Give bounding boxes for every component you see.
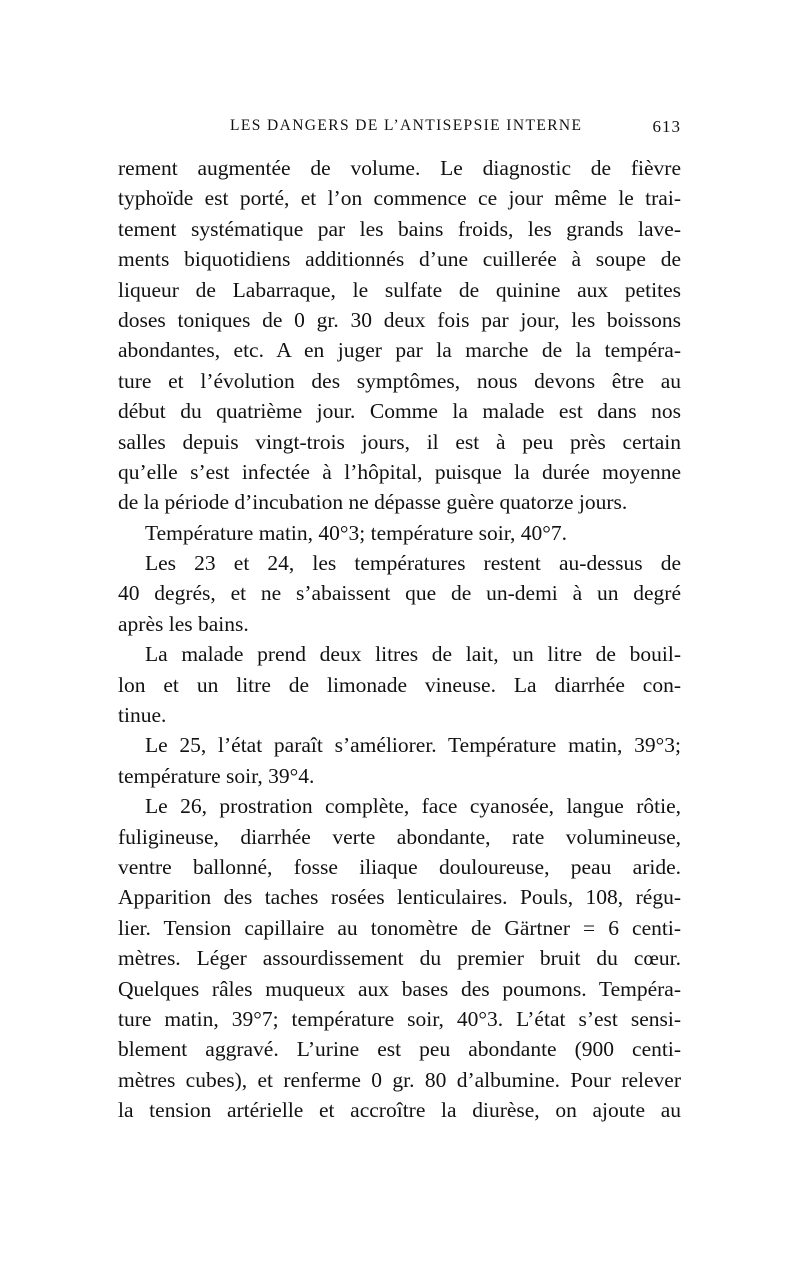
text-line: après les bains.: [118, 611, 249, 636]
text-line: doses toniques de 0 gr. 30 deux fois par jour, les boissons: [118, 307, 681, 332]
text-line: de la période d’incubation ne dépasse guère quatorze jours.: [118, 490, 628, 515]
text-line: température soir, 39°4.: [118, 763, 315, 788]
text-line: ventre ballonné, fosse iliaque douloureuse, peau aride.: [118, 854, 681, 879]
body-text: [118, 153, 681, 1126]
text-line: tinue.: [118, 703, 167, 728]
text-line: 40 degrés, et ne s’abaissent que de un-demi à un degré: [118, 581, 681, 606]
text-line: blement aggravé. L’urine est peu abondante (900 centi-: [118, 1037, 681, 1062]
text-line: typhoïde est porté, et l’on commence ce jour même le trai-: [118, 186, 681, 211]
text-line: salles depuis vingt-trois jours, il est à peu près certain: [118, 429, 681, 454]
text-line: début du quatrième jour. Comme la malade est dans nos: [118, 399, 681, 424]
text-line: fuligineuse, diarrhée verte abondante, rate volumineuse,: [118, 824, 681, 849]
text-line: ments biquotidiens additionnés d’une cuillerée à soupe de: [118, 247, 681, 272]
text-line: rement augmentée de volume. Le diagnostic de fièvre: [118, 156, 681, 180]
text-line: mètres cubes), et renferme 0 gr. 80 d’albumine. Pour relever: [118, 1067, 681, 1092]
page-header: [118, 117, 681, 141]
text-line: Température matin, 40°3; température soir, 40°7.: [145, 520, 568, 545]
text-line: Les 23 et 24, les températures restent au-dessus de: [145, 551, 681, 576]
text-line: abondantes, etc. A en juger par la marche de la tempéra-: [118, 338, 681, 363]
text-line: La malade prend deux litres de lait, un litre de bouil-: [145, 642, 681, 667]
text-line: la tension artérielle et accroître la diurèse, on ajoute au: [118, 1098, 681, 1123]
text-line: liqueur de Labarraque, le sulfate de quinine aux petites: [118, 277, 681, 302]
page-number: 613: [652, 117, 681, 136]
text-line: lon et un litre de limonade vineuse. La diarrhée con-: [118, 672, 681, 697]
text-line: Le 25, l’état paraît s’améliorer. Température matin, 39°3;: [145, 733, 681, 758]
text-line: tement systématique par les bains froids, les grands lave-: [118, 216, 681, 241]
text-line: Le 26, prostration complète, face cyanosée, langue rôtie,: [145, 794, 681, 819]
text-line: qu’elle s’est infectée à l’hôpital, puisque la durée moyenne: [118, 459, 681, 484]
text-line: lier. Tension capillaire au tonomètre de Gärtner = 6 centi-: [118, 915, 681, 940]
text-line: ture matin, 39°7; température soir, 40°3. L’état s’est sensi-: [118, 1006, 681, 1031]
running-title: LES DANGERS DE L’ANTISEPSIE INTERNE: [230, 117, 583, 134]
text-line: Quelques râles muqueux aux bases des poumons. Tempéra-: [118, 976, 681, 1001]
text-line: Apparition des taches rosées lenticulaires. Pouls, 108, régu-: [118, 885, 681, 910]
text-line: mètres. Léger assourdissement du premier bruit du cœur.: [118, 946, 681, 971]
text-line: ture et l’évolution des symptômes, nous devons être au: [118, 368, 681, 393]
